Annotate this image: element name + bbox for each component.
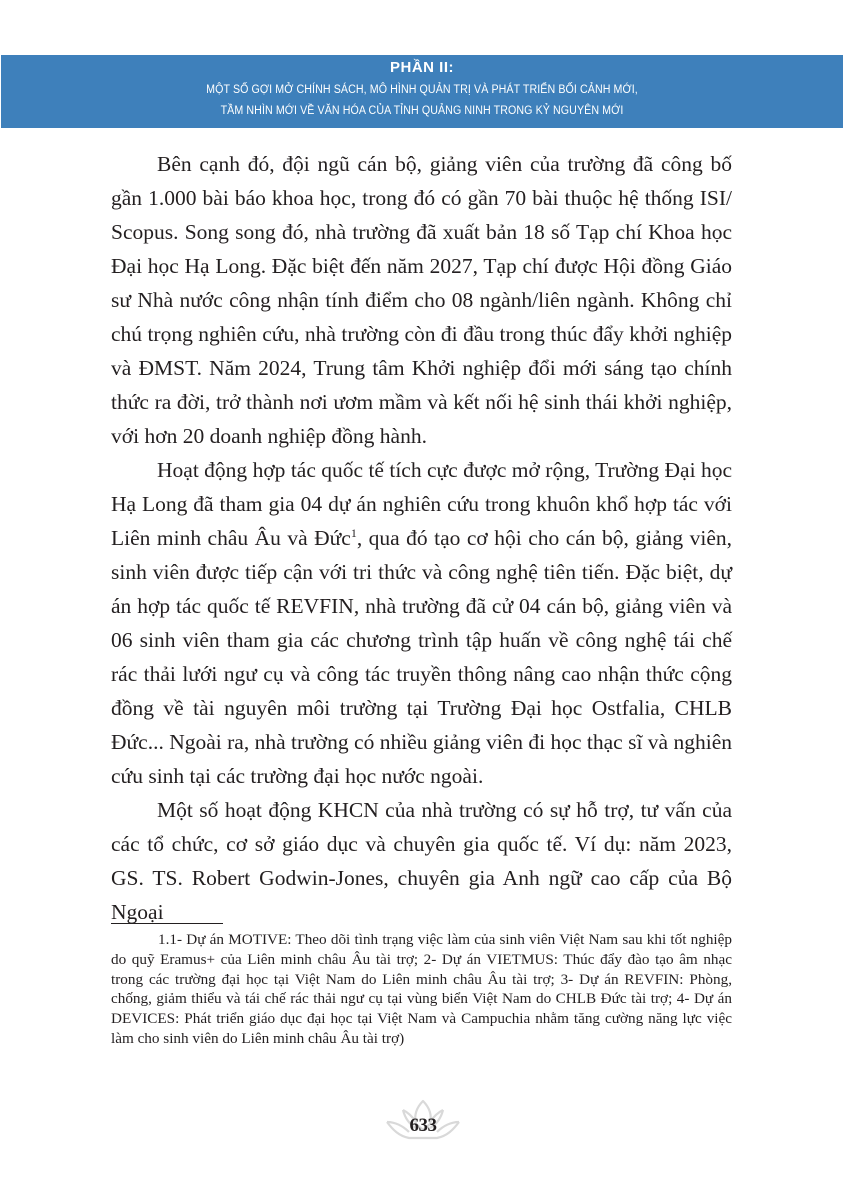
page-number-area	[383, 1098, 463, 1143]
page-number: 633	[409, 1115, 437, 1136]
body-text	[111, 147, 732, 929]
paragraph-2	[111, 453, 732, 793]
paragraph-1: Bên cạnh đó, đội ngũ cán bộ, giảng viên của trường đã công bố gần 1.000 bài báo khoa học, trong đó có gần 70 bài thuộc hệ thống ISI/ Scopus. Song song đó, nhà trường đã xuất bản 18 số Tạp chí Khoa học Đại học Hạ Long. Đặc biệt đến năm 2027, Tạp chí được Hội đồng Giáo sư Nhà nước công nhận tính điểm cho 08 ngành/liên ngành. Không chỉ chú trọng nghiên cứu, nhà trường còn đi đầu trong thúc đẩy khởi nghiệp và ĐMST. Năm 2024, Trung tâm Khởi nghiệp đổi mới sáng tạo chính thức ra đời, trở thành nơi ươm mầm và kết nối hệ sinh thái khởi nghiệp, với hơn 20 doanh nghiệp đồng hành.	[111, 152, 732, 448]
part-subtitle	[60, 79, 784, 121]
part-title: PHẦN II:	[390, 59, 454, 76]
footnote	[111, 930, 732, 1049]
paragraph-2-text-before: Hoạt động hợp tác quốc tế tích cực được mở rộng, Trường Đại học Hạ Long đã tham gia 04 dự án nghiên cứu trong khuôn khổ hợp tác với Liên minh châu Âu và Đức	[111, 458, 732, 550]
part-subtitle-line-1: MỘT SỐ GỢI MỞ CHÍNH SÁCH, MÔ HÌNH QUẢN TRỊ VÀ PHÁT TRIỂN BỐI CẢNH MỚI,	[206, 82, 638, 96]
section-header-band	[1, 55, 843, 128]
footnote-reference[interactable]: 1	[350, 526, 357, 540]
paragraph-2-text-after: , qua đó tạo cơ hội cho cán bộ, giảng viên, sinh viên được tiếp cận với tri thức và công nghệ tiên tiến. Đặc biệt, dự án hợp tác quốc tế REVFIN, nhà trường đã cử 04 cán bộ, giảng viên và 06 sinh viên tham gia các chương trình tập huấn về công nghệ tái chế rác thải lưới ngư cụ và công tác truyền thông nâng cao nhận thức cộng đồng về tài nguyên môi trường tại Trường Đại học Ostfalia, CHLB Đức... Ngoài ra, nhà trường có nhiều giảng viên đi học thạc sĩ và nghiên cứu sinh tại các trường đại học nước ngoài.	[111, 526, 732, 788]
footnote-separator	[111, 923, 223, 924]
part-subtitle-line-2: TẦM NHÌN MỚI VỀ VĂN HÓA CỦA TỈNH QUẢNG NINH TRONG KỶ NGUYÊN MỚI	[220, 103, 624, 117]
footnote-text: 1.1- Dự án MOTIVE: Theo dõi tình trạng việc làm của sinh viên Việt Nam sau khi tốt nghiệp do quỹ Eramus+ của Liên minh châu Âu tài trợ; 2- Dự án VIETMUS: Thúc đẩy đào tạo âm nhạc trong các trường đại học tại Việt Nam do Liên minh châu Âu tài trợ; 3- Dự án REVFIN: Phòng, chống, giảm thiểu và tái chế rác thải ngư cụ tại vùng biển Việt Nam do CHLB Đức tài trợ; 4- Dự án DEVICES: Phát triển giáo dục đại học tại Việt Nam và Campuchia nhằm tăng cường năng lực việc làm cho sinh viên do Liên minh châu Âu tài trợ)	[111, 931, 732, 1047]
paragraph-3: Một số hoạt động KHCN của nhà trường có sự hỗ trợ, tư vấn của các tổ chức, cơ sở giáo dục và chuyên gia quốc tế. Ví dụ: năm 2023, GS. TS. Robert Godwin-Jones, chuyên gia Anh ngữ cao cấp của Bộ Ngoại	[111, 798, 732, 924]
